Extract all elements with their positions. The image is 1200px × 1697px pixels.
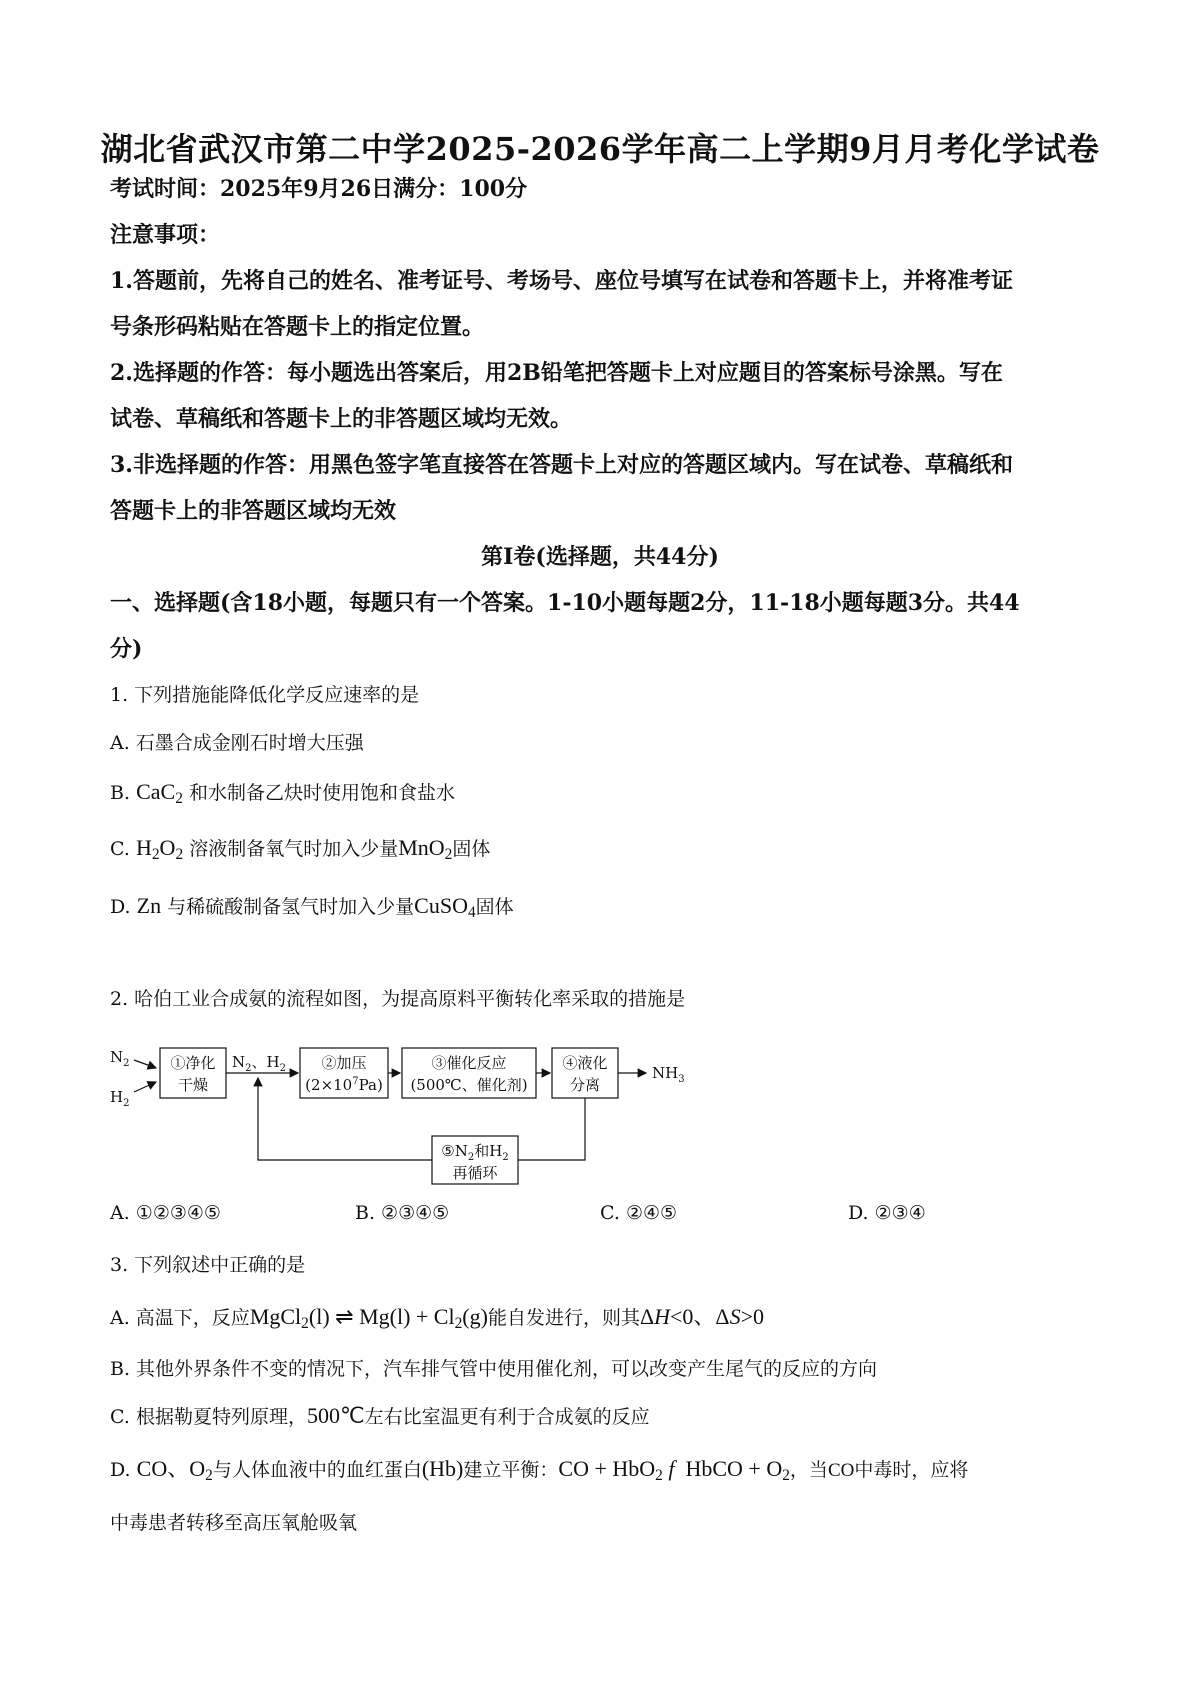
- between-label: $N_2$、$H_2$: [232, 1053, 286, 1074]
- input-arrow-h2: [134, 1082, 156, 1092]
- input-h2-label: $H_2$: [110, 1088, 130, 1109]
- q1-option-b-text: 和水制备乙炔时使用饱和食盐水: [188, 782, 455, 804]
- q3-option-a-tail: 能自发进行，则其: [487, 1307, 640, 1329]
- q3-option-d-tail2: 中毒时，应将: [854, 1459, 969, 1481]
- q1-option-c-end: 固体: [452, 838, 491, 860]
- q1-option-d-label: D.: [110, 896, 131, 918]
- recycle-line-out: [518, 1098, 585, 1160]
- exam-title: 湖北省武汉市第二中学2025-2026学年高二上学期9月月考化学试卷: [100, 130, 1100, 168]
- notice-3b: 答题卡上的非答题区域均无效: [110, 498, 397, 524]
- q3-option-d-co: CO: [827, 1460, 855, 1481]
- q3-option-d-continued: 中毒患者转移至高压氧舱吸氧: [110, 1512, 358, 1534]
- q1-option-c: C. $H_2O_2$ 溶液制备氧气时加入少量MnO$_2$固体: [110, 835, 491, 863]
- q2-option-d: D. ②③④: [848, 1202, 926, 1224]
- q2-stem: 2. 哈伯工业合成氨的流程如图，为提高原料平衡转化率采取的措施是: [110, 988, 686, 1010]
- notice-heading: 注意事项：: [110, 222, 221, 248]
- q1-option-d-end: 固体: [475, 896, 514, 918]
- q1-option-b-label: B.: [110, 782, 131, 804]
- q2-option-b: B. ②③④⑤: [355, 1202, 450, 1224]
- q3-option-d-mid: 与人体血液中的血红蛋白: [212, 1459, 422, 1481]
- box5-line2: 再循环: [452, 1164, 498, 1182]
- box3-line2: (500℃、催化剂): [410, 1076, 528, 1094]
- q3-stem: 3. 下列叙述中正确的是: [110, 1254, 306, 1276]
- notice-1b: 号条形码粘贴在答题卡上的指定位置。: [110, 314, 485, 340]
- box3-line1: ③催化反应: [431, 1054, 507, 1072]
- box4-line2: 分离: [569, 1076, 601, 1094]
- q3-option-a: A. 高温下，反应MgCl$_2$(l) ⇌ $Mg(l) + Cl_2(g)$能自发进行，则其ΔH<0、ΔS>0: [110, 1304, 764, 1332]
- q3-option-c-tail: 左右比室温更有利于合成氨的反应: [364, 1406, 650, 1428]
- input-arrow-n2: [134, 1060, 156, 1068]
- output-nh3-label: $NH_3$: [652, 1064, 685, 1085]
- q2-option-a: A. ①②③④⑤: [110, 1202, 221, 1224]
- box2-line2: $(2\times 10^7Pa)$: [305, 1076, 383, 1094]
- q3-option-a-label: A. 高温下，反应: [110, 1307, 250, 1329]
- haber-process-flow-diagram: [108, 1036, 728, 1186]
- box2-line1: ②加压: [321, 1054, 367, 1072]
- q1-option-c-label: C.: [110, 838, 130, 860]
- box4-line1: ④液化: [562, 1054, 608, 1072]
- q3-option-d-hb: (Hb): [421, 1456, 464, 1481]
- notice-2b: 试卷、草稿纸和答题卡上的非答题区域均无效。: [110, 406, 573, 432]
- q3-option-c: [110, 1402, 650, 1429]
- q3-option-d-tail: ，当: [789, 1459, 828, 1481]
- q1-option-d-mid: 与稀硫酸制备氢气时加入少量: [167, 896, 415, 918]
- notice-2a: 2.选择题的作答：每小题选出答案后，用2B铅笔把答题卡上对应题目的答案标号涂黑。写在: [110, 360, 1003, 386]
- section-title: 第I卷(选择题，共44分): [481, 544, 719, 570]
- part-heading-b: 分): [110, 636, 143, 662]
- exam-time: 考试时间：2025年9月26日满分：100分: [110, 176, 528, 202]
- q1-option-a: A. 石墨合成金刚石时增大压强: [110, 732, 364, 754]
- notice-1a: 1.答题前，先将自己的姓名、准考证号、考场号、座位号填写在试卷和答题卡上，并将准考证: [110, 268, 1013, 294]
- q3-option-b: B. 其他外界条件不变的情况下，汽车排气管中使用催化剂，可以改变产生尾气的反应的方向: [110, 1358, 878, 1380]
- notice-3a: 3.非选择题的作答：用黑色签字笔直接答在答题卡上对应的答题区域内。写在试卷、草稿纸和: [110, 452, 1013, 478]
- box1-line1: ①净化: [170, 1054, 216, 1072]
- q1-option-b: B. CaC$_2$ 和水制备乙炔时使用饱和食盐水: [110, 779, 455, 807]
- q3-option-d: D. CO、$O_2$与人体血液中的血红蛋白(Hb)建立平衡：CO + HbO$_2$ f HbCO + $O_2$，当CO中毒时，应将: [110, 1456, 969, 1484]
- q3-option-d-mid2: 建立平衡：: [463, 1459, 559, 1481]
- q1-option-d: D. Zn 与稀硫酸制备氢气时加入少量CuSO$_4$固体: [110, 893, 514, 921]
- input-n2-label: $N_2$: [110, 1048, 130, 1069]
- q3-option-d-label: D.: [110, 1459, 131, 1481]
- box5-line1: $⑤N_2$和$H_2$: [441, 1142, 509, 1163]
- part-heading-a: 一、选择题(含18小题，每题只有一个答案。1-10小题每题2分，11-18小题每题3分。共44: [110, 590, 1020, 616]
- box1-line2: 干燥: [177, 1076, 209, 1094]
- q2-option-c: C. ②④⑤: [600, 1202, 678, 1224]
- q1-stem: 1. 下列措施能降低化学反应速率的是: [110, 684, 420, 706]
- q3-option-c-temp: 500℃: [306, 1403, 365, 1428]
- q1-option-c-mid: 溶液制备氧气时加入少量: [189, 838, 399, 860]
- q3-option-c-label: C. 根据勒夏特列原理，: [110, 1406, 307, 1428]
